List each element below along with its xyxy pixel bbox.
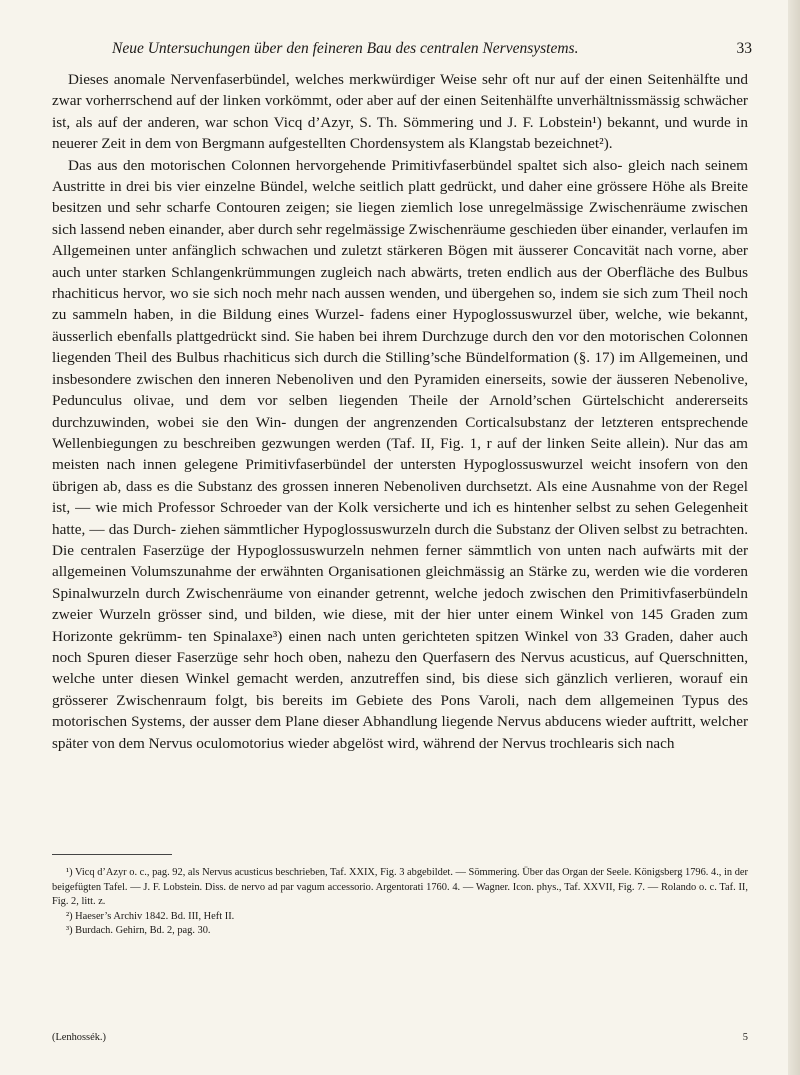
printer-signature bbox=[52, 1032, 748, 1046]
footnotes bbox=[52, 866, 748, 939]
footnote: ³) Burdach. Gehirn, Bd. 2, pag. 30. bbox=[66, 925, 211, 937]
signature-mark: (Lenhossék.) bbox=[52, 1032, 106, 1043]
running-head-title: Neue Untersuchungen über den feineren Bau des centralen Nervensystems. bbox=[112, 40, 579, 57]
paragraph: Dieses anomale Nervenfaserbündel, welches merkwürdiger Weise sehr oft nur auf der einen Seitenhälfte und zwar vorherrschend auf der linken vorkömmt, oder aber auf der einen Seitenhälfte unverhältnissmässig schwächer ist, als auf der anderen, war schon Vicq d’Azyr, S. Th. Sömmering und J. F. Lobstein¹) bekannt, und wurde in neuerer Zeit in dem von Bergmann aufgestellten Chordensystem als Klangstab bezeichnet²). bbox=[52, 71, 748, 153]
paragraph: Das aus den motorischen Colonnen hervorgehende Primitivfaserbündel spaltet sich also- gleich nach seinem Austritte in drei bis vier einzelne Bündel, welche seitlich platt gedrückt, und daher eine grössere Höhe als Breite besitzen und sehr scharfe Contouren zeigen; sie liegen ziemlich lose unregelmässige Zwischenräume zwischen sich lassend neben einander, aber durch sehr regelmässige Zwischenräume geschieden über einander, verlaufen im Allgemeinen unter anfänglich schwachen und zuletzt stärkeren Bögen mit äusserer Concavität nach vorne, aber auch unter starken Schlangenkrümmungen zugleich nach abwärts, treten endlich aus der Oberfläche des Bulbus rhachiticus hervor, wo sie sich noch mehr nach aussen wenden, und übergehen so, indem sie sich zum Theil noch zu sammeln haben, in die Bildung eines Wurzel- fadens einer Hypoglossuswurzel über, welche, wie bekannt, äusserlich ebenfalls plattgedrückt sind. Sie haben bei ihrem Durchzuge durch den vor den motorischen Colonnen liegenden Theil des Bulbus rhachiticus sich durch die Stilling’sche Bündelformation (§. 17) im Allgemeinen, und insbesondere zwischen den inneren Nebenoliven und den Pyramiden einerseits, sowie der äusseren Nebenolive, Pedunculus olivae, und dem vor selben liegenden Theile der Arnold’schen Gürtelschicht andererseits durchzuwinden, wobei sie den Win- dungen der angrenzenden Corticalsubstanz der letzteren entsprechende Wellenbiegungen zu beschreiben gezwungen werden (Taf. II, Fig. 1, r auf der linken Seite allein). Nur das am meisten nach innen gelegene Primitivfaserbündel der untersten Hypoglossuswurzel weicht insofern von den übrigen ab, dass es die Substanz des grossen inneren Nebenoliven durchsetzt. Als eine Ausnahme von der Regel ist, — wie mich Professor Schroeder van der Kolk versicherte und ich es hintenher selbst zu sehen Gelegenheit hatte, — das Durch- ziehen sämmtlicher Hypoglossuswurzeln durch die Substanz der Oliven selbst zu betrachten. Die centralen Faserzüge der Hypoglossuswurzeln nehmen ferner sämmtlich von unten nach aufwärts mit der allgemeinen Volumszunahme der erwähnten Organisationen gleichmässig an Stärke zu, werden wie die vorderen Spinalwurzeln durch Zwischenräume von einander getrennt, welche jedoch zwischen den Primitivfaserbündeln zweier Wurzeln grösser sind, und bilden, wie diese, mit der hier unter einem Winkel von 145 Graden zum Horizonte gekrümm- ten Spinalaxe³) einen nach unten gerichteten spitzen Winkel von 33 Graden, daher auch noch Spuren dieser Faserzüge sehr hoch oben, nahezu den Querfasern des Nervus acusticus, auf Querschnitten, welche unter diesen Winkel gemacht werden, anzutreffen sind, bis diese sich gänzlich verlieren, worauf ein grösserer Zwischenraum folgt, bis bereits im Gebiete des Pons Varoli, nach dem allgemeinen Typus des motorischen Systems, der ausser dem Plane dieser Abhandlung liegende Nervus abducens wieder auftritt, welcher später von dem Nervus oculomotorius wieder abgelöst wird, während der Nervus trochlearis sich nach bbox=[52, 156, 748, 752]
body-text bbox=[52, 69, 748, 754]
footnote-rule bbox=[52, 854, 172, 855]
footnote: ¹) Vicq d’Azyr o. c., pag. 92, als Nervus acusticus beschrieben, Taf. XXIX, Fig. 3 abgebildet. — Sömmering. Über das Organ der Seele. Königsberg 1796. 4., in der beigefügten Tafel. — J. F. Lobstein. Diss. de nervo ad par vagum accessorio. Argentorati 1760. 4. — Wagner. Icon. phys., Taf. XXVII, Fig. 7. — Rolando o. c. Taf. II, Fig. 2, litt. z. bbox=[52, 867, 748, 908]
page-edge bbox=[788, 0, 800, 1075]
signature-number: 5 bbox=[742, 1032, 748, 1043]
page-number: 33 bbox=[736, 40, 752, 57]
running-head bbox=[112, 40, 752, 62]
footnote: ²) Haeser’s Archiv 1842. Bd. III, Heft II. bbox=[66, 910, 235, 922]
